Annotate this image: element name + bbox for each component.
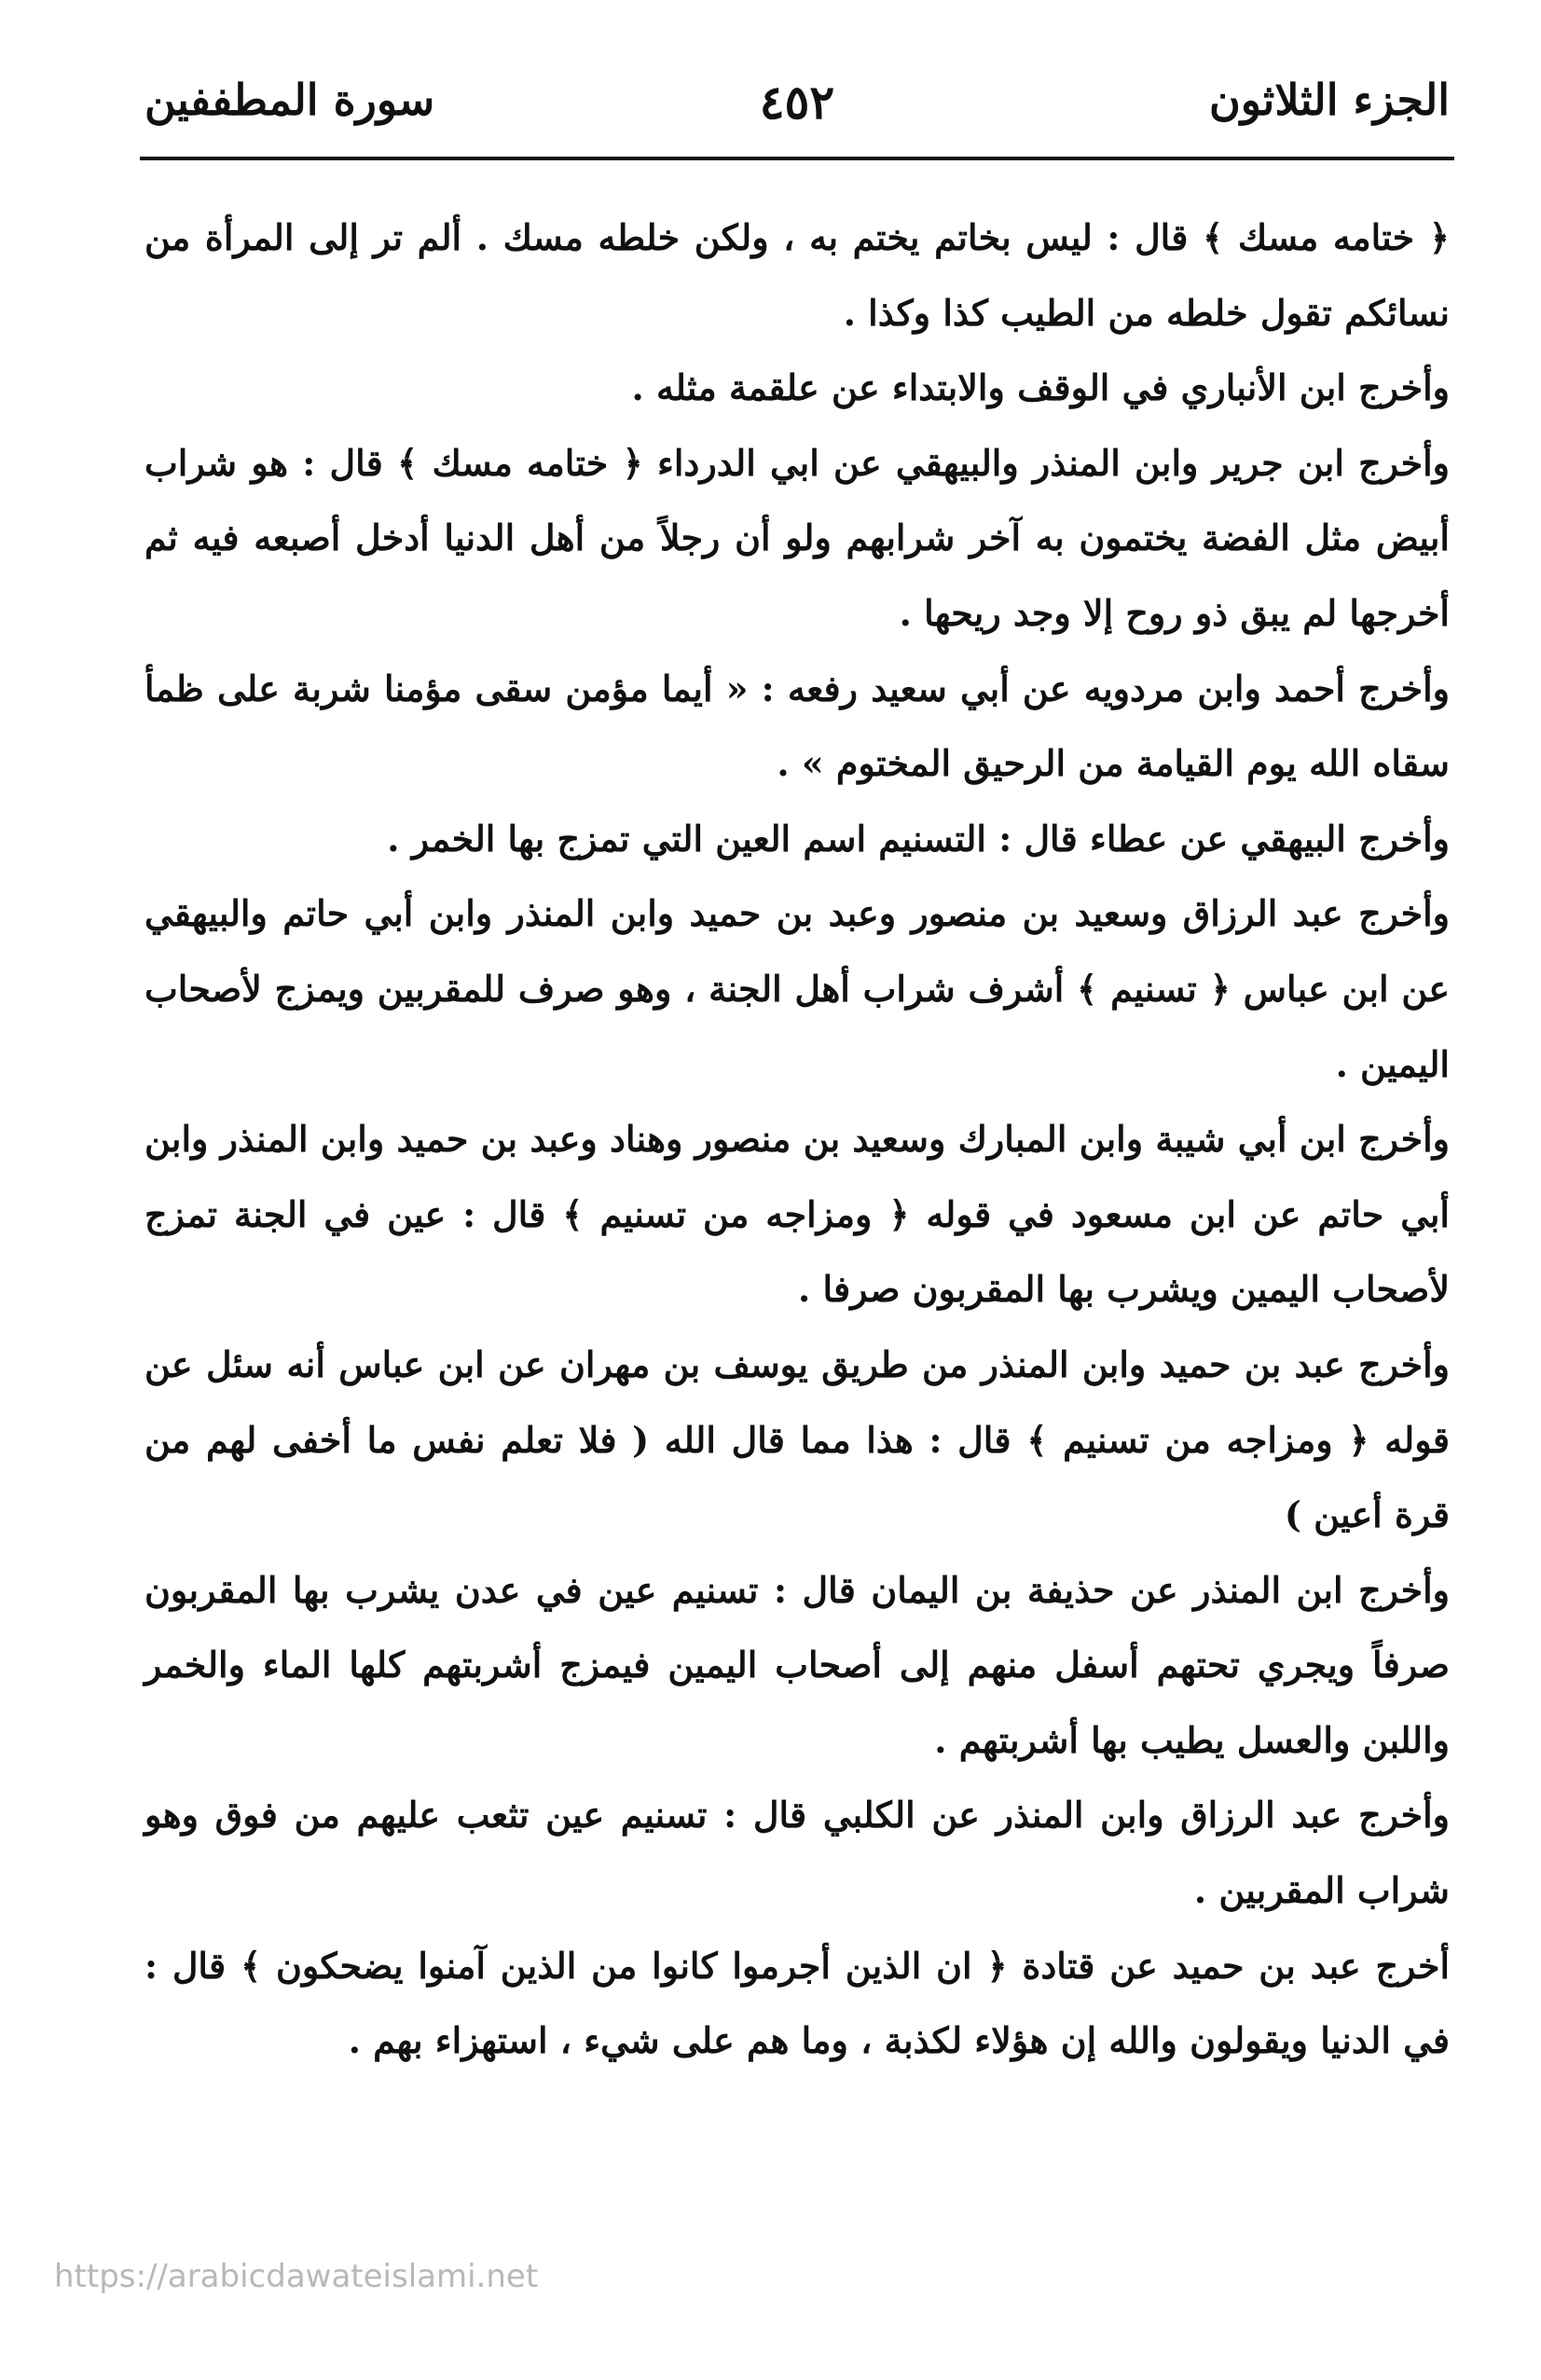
- paragraph: ﴿ ختامه مسك ﴾ قال : ليس بخاتم يختم به ، ولكن خلطه مسك . ألم تر إلى المرأة من نسائكم تقول خلطه من الطيب كذا وكذا .: [144, 216, 1450, 334]
- paragraph: وأخرج ابن جرير وابن المنذر والبيهقي عن ابي الدرداء ﴿ ختامه مسك ﴾ قال : هو شراب أبيض مثل الفضة يختمون به آخر شرابهم ولو أن رجلاً من أهل الدنيا أدخل أصبعه فيه ثم أخرجها لم يبق ذو روح إلا وجد ريحها .: [144, 441, 1450, 634]
- paragraph: وأخرج عبد الرزاق وسعيد بن منصور وعبد بن حميد وابن المنذر وابن أبي حاتم والبيهقي عن ابن عباس ﴿ تسنيم ﴾ أشرف شراب أهل الجنة ، وهو صرف للمقربين ويمزج لأصحاب اليمين .: [144, 892, 1450, 1085]
- page-number: ٤٥٢: [759, 75, 835, 130]
- paragraph: وأخرج ابن الأنباري في الوقف والابتداء عن علقمة مثله .: [631, 366, 1450, 409]
- paragraph: وأخرج عبد بن حميد وابن المنذر من طريق يوسف بن مهران عن ابن عباس أنه سئل عن قوله ﴿ ومزاجه من تسنيم ﴾ قال : هذا مما قال الله ( فلا تعلم نفس ما أخفى لهم من قرة أعين ): [144, 1342, 1450, 1536]
- paragraph: وأخرج ابن أبي شيبة وابن المبارك وسعيد بن منصور وهناد وعبد بن حميد وابن المنذر وابن أبي حاتم عن ابن مسعود في قوله ﴿ ومزاجه من تسنيم ﴾ قال : عين في الجنة تمزج لأصحاب اليمين ويشرب بها المقربون صرفا .: [144, 1118, 1450, 1311]
- surah-title: سورة المطففين: [144, 75, 435, 125]
- header-rule: [140, 157, 1454, 160]
- paragraph: وأخرج البيهقي عن عطاء قال : التسنيم اسم العين التي تمزج بها الخمر .: [387, 817, 1450, 860]
- paragraph: وأخرج ابن المنذر عن حذيفة بن اليمان قال : تسنيم عين في عدن يشرب بها المقربون صرفاً ويجري تحتهم أسفل منهم إلى أصحاب اليمين فيمزج أشربتهم كلها الماء والخمر واللبن والعسل يطيب بها أشربتهم .: [144, 1568, 1450, 1761]
- watermark-url: https://arabicdawateislami.net: [54, 2258, 539, 2295]
- page-header: [144, 75, 1450, 149]
- paragraph: وأخرج عبد الرزاق وابن المنذر عن الكلبي قال : تسنيم عين تثعب عليهم من فوق وهو شراب المقربين .: [144, 1794, 1450, 1912]
- page-body: [144, 200, 1450, 2079]
- part-title: الجزء الثلاثون: [1209, 75, 1450, 125]
- paragraph: وأخرج أحمد وابن مردويه عن أبي سعيد رفعه : « أيما مؤمن سقى مؤمنا شربة على ظمأ سقاه الله يوم القيامة من الرحيق المختوم » .: [144, 667, 1450, 785]
- paragraph: أخرج عبد بن حميد عن قتادة ﴿ ان الذين أجرموا كانوا من الذين آمنوا يضحكون ﴾ قال : في الدنيا ويقولون والله إن هؤلاء لكذبة ، وما هم على شيء ، استهزاء بهم .: [144, 1944, 1450, 2062]
